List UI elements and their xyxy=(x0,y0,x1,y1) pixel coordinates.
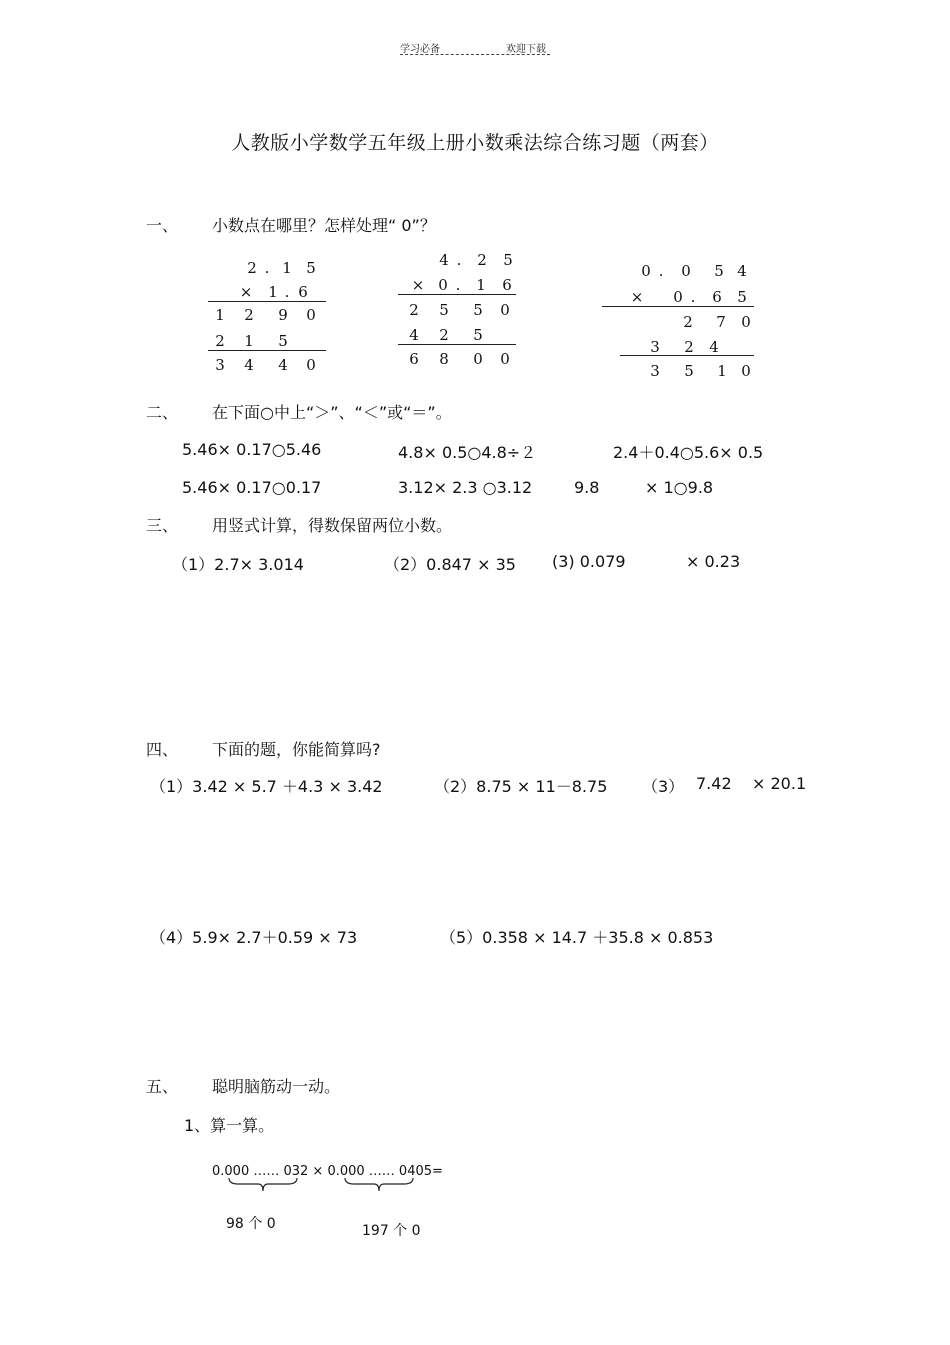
digit: 8 xyxy=(439,350,449,368)
brace-1 xyxy=(228,1177,298,1193)
s4-item-2: （2）8.75 × 11－8.75 xyxy=(434,777,608,796)
digit: 0 xyxy=(438,276,448,294)
digit: × xyxy=(411,276,425,294)
digit: . xyxy=(284,283,290,301)
digit: 7 xyxy=(716,313,726,331)
digit: 0 xyxy=(306,306,316,324)
s3-item-3-right: × 0.23 xyxy=(686,552,741,571)
calc3-row3 xyxy=(672,313,754,331)
digit: 1 xyxy=(215,306,225,324)
digit: 2 xyxy=(247,259,257,277)
digit: 3 xyxy=(650,362,660,380)
s4-item-3-a: 7.42 xyxy=(696,774,732,793)
digit: 5 xyxy=(737,288,747,306)
s3-item-2: （2）0.847 × 35 xyxy=(384,555,516,574)
digit: 4 xyxy=(244,356,254,374)
digit: 4 xyxy=(737,262,747,280)
digit: × xyxy=(630,288,644,306)
s4-item-4: （4）5.9× 2.7＋0.59 × 73 xyxy=(150,928,358,947)
compare-r2c1: 5.46× 0.17○0.17 xyxy=(182,478,322,497)
calc2-row1 xyxy=(436,251,518,269)
digit: 2 xyxy=(215,332,225,350)
calc2-line-2 xyxy=(398,344,516,345)
compare-r2c3-right: × 1○9.8 xyxy=(645,478,714,497)
compare-r1c3: 2.4＋0.4○5.6× 0.5 xyxy=(613,443,764,462)
section-3-number: 三、 xyxy=(146,516,179,535)
digit: 0 xyxy=(681,262,691,280)
calc3-row2 xyxy=(604,288,750,306)
section-5-text: 聪明脑筋动一动。 xyxy=(212,1077,341,1096)
compare-r1c2: 4.8× 0.5○4.8÷２ xyxy=(398,443,537,462)
section-1-text: 小数点在哪里？怎样处理“ 0”？ xyxy=(212,216,436,235)
digit: 1 xyxy=(717,362,727,380)
calc1-line-2 xyxy=(208,350,326,351)
digit: 6 xyxy=(712,288,722,306)
digit: 0 xyxy=(306,356,316,374)
calc2-row3 xyxy=(401,301,515,319)
digit: 4 xyxy=(278,356,288,374)
digit: 0 xyxy=(741,362,751,380)
digit: 5 xyxy=(503,251,513,269)
digit: 4 xyxy=(409,326,419,344)
calc3-row5 xyxy=(638,362,754,380)
digit: 6 xyxy=(502,276,512,294)
digit: . xyxy=(690,288,696,306)
section-1-number: 一、 xyxy=(146,216,179,235)
digit: 5 xyxy=(473,326,483,344)
calc2-row4 xyxy=(401,326,495,344)
digit: 1 xyxy=(476,276,486,294)
digit: 3 xyxy=(215,356,225,374)
digit: 6 xyxy=(409,350,419,368)
compare-r2c2: 3.12× 2.3 ○3.12 xyxy=(398,478,533,497)
header-left: 学习必备 xyxy=(400,44,440,55)
digit: 5 xyxy=(473,301,483,319)
digit: 0 xyxy=(500,301,510,319)
digit: 4 xyxy=(439,251,449,269)
digit: 0 xyxy=(741,313,751,331)
digit: . xyxy=(455,276,461,294)
calc3-line-1 xyxy=(602,306,754,307)
digit: 4 xyxy=(709,338,719,356)
digit: 2 xyxy=(477,251,487,269)
digit: 2 xyxy=(409,301,419,319)
digit: 3 xyxy=(650,338,660,356)
section-2-number: 二、 xyxy=(146,403,179,422)
brace-1-label: 98 个 0 xyxy=(226,1216,276,1232)
digit: 2 xyxy=(244,306,254,324)
s3-item-1: （1）2.7× 3.014 xyxy=(172,555,304,574)
digit: 0 xyxy=(500,350,510,368)
calc2-line-1 xyxy=(398,294,516,295)
s4-item-5: （5）0.358 × 14.7 ＋35.8 × 0.853 xyxy=(440,928,714,947)
calc3-row4 xyxy=(638,338,722,356)
digit: 5 xyxy=(684,362,694,380)
digit: 5 xyxy=(714,262,724,280)
header-right: 欢迎下载 xyxy=(506,44,546,55)
digit: 0 xyxy=(473,350,483,368)
header-divider xyxy=(400,54,550,55)
digit: × xyxy=(239,283,253,301)
calc1-row1 xyxy=(244,259,322,277)
calc2-row2 xyxy=(401,276,517,294)
calc3-row1 xyxy=(638,262,750,280)
digit: 2 xyxy=(439,326,449,344)
calc2-row5 xyxy=(401,350,515,368)
section-3-text: 用竖式计算，得数保留两位小数。 xyxy=(212,516,453,535)
digit: 9 xyxy=(278,306,288,324)
digit: . xyxy=(264,259,270,277)
digit: 1 xyxy=(244,332,254,350)
section-2-text: 在下面○中上“＞”、“＜”或“＝”。 xyxy=(212,403,452,422)
digit: 0 xyxy=(673,288,683,306)
calc1-row4 xyxy=(208,332,300,350)
brace-2 xyxy=(344,1177,414,1193)
s5-expression: 0.000 …… 032 × 0.000 …… 0405= xyxy=(212,1164,443,1179)
digit: 6 xyxy=(298,283,308,301)
digit: . xyxy=(456,251,462,269)
digit: 5 xyxy=(439,301,449,319)
digit: . xyxy=(658,262,664,280)
calc3-line-2 xyxy=(620,355,754,356)
compare-r1c1: 5.46× 0.17○5.46 xyxy=(182,440,322,459)
section-4-number: 四、 xyxy=(146,740,179,759)
digit: 1 xyxy=(282,259,292,277)
s4-item-3-num: （3） xyxy=(642,777,685,796)
s4-item-1: （1）3.42 × 5.7 ＋4.3 × 3.42 xyxy=(150,777,383,796)
calc1-row5 xyxy=(208,356,322,374)
digit: 1 xyxy=(268,283,278,301)
digit: 2 xyxy=(683,313,693,331)
digit: 2 xyxy=(684,338,694,356)
digit: 0 xyxy=(641,262,651,280)
calc1-row3 xyxy=(208,306,322,324)
digit: 5 xyxy=(278,332,288,350)
compare-r2c3-left: 9.8 xyxy=(574,478,600,497)
page-title: 人教版小学数学五年级上册小数乘法综合练习题（两套） xyxy=(231,132,719,154)
digit: 5 xyxy=(306,259,316,277)
s5-subheading-1: 1、算一算。 xyxy=(184,1116,275,1135)
calc1-line-1 xyxy=(208,301,326,302)
section-5-number: 五、 xyxy=(146,1077,179,1096)
s4-item-3-b: × 20.1 xyxy=(752,774,807,793)
s3-item-3-left: (3) 0.079 xyxy=(552,552,626,571)
section-4-text: 下面的题，你能简算吗? xyxy=(212,740,381,759)
calc1-row2 xyxy=(226,283,312,301)
brace-2-label: 197 个 0 xyxy=(362,1223,421,1239)
